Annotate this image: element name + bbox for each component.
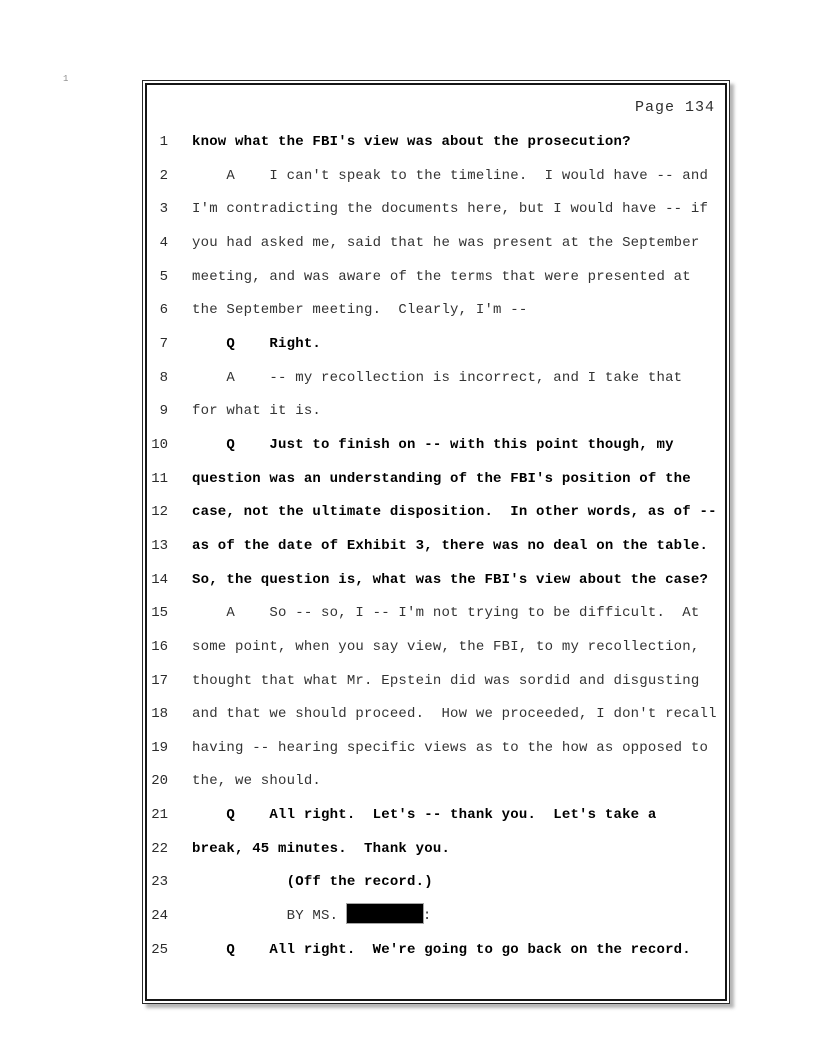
line-number: 14 [151, 571, 168, 588]
line-number: 3 [159, 201, 168, 218]
transcript-line [151, 597, 723, 631]
transcript-line [151, 429, 723, 463]
line-number: 9 [159, 403, 168, 420]
transcript-line [151, 799, 723, 833]
transcript-line [151, 665, 723, 699]
transcript-line [151, 866, 723, 900]
transcript-line [151, 765, 723, 799]
transcript-line [151, 564, 723, 598]
line-text: break, 45 minutes. Thank you. [192, 840, 451, 857]
line-number: 13 [151, 537, 168, 554]
transcript-line [151, 126, 723, 160]
line-text: Q All right. Let's -- thank you. Let's take a [192, 807, 657, 824]
transcript-line [151, 833, 723, 867]
line-text: and that we should proceed. How we proceeded, I don't recall [192, 706, 717, 723]
line-number: 12 [151, 504, 168, 521]
line-number: 18 [151, 706, 168, 723]
transcript-line [151, 631, 723, 665]
transcript-line [151, 732, 723, 766]
line-text: know what the FBI's view was about the prosecution? [192, 134, 631, 150]
transcript-page-frame [142, 80, 730, 1004]
scan-artifact-mark: 1 [63, 74, 69, 84]
line-number: 10 [151, 436, 168, 453]
line-text: question was an understanding of the FBI's position of the [192, 470, 691, 487]
line-text: having -- hearing specific views as to the how as opposed to [192, 739, 709, 756]
line-number: 15 [151, 605, 168, 622]
line-text-after-redaction: : [422, 908, 432, 925]
line-number: 22 [151, 840, 168, 857]
transcript-line [151, 934, 723, 968]
transcript-lines [151, 126, 723, 967]
line-text: A -- my recollection is incorrect, and I take that [192, 369, 683, 386]
line-text: case, not the ultimate disposition. In other words, as of -- [192, 504, 717, 521]
transcript-line [151, 160, 723, 194]
transcript-line [151, 463, 723, 497]
line-number: 21 [151, 807, 168, 824]
line-number: 4 [159, 234, 168, 251]
line-text: So, the question is, what was the FBI's view about the case? [192, 571, 709, 588]
line-text: thought that what Mr. Epstein did was sordid and disgusting [192, 672, 700, 689]
line-number: 20 [151, 773, 168, 790]
transcript-line [151, 395, 723, 429]
line-text: A I can't speak to the timeline. I would have -- and [192, 167, 709, 184]
line-text: Q Just to finish on -- with this point though, my [192, 436, 674, 453]
line-number: 25 [151, 941, 168, 958]
line-number: 17 [151, 672, 168, 689]
line-text: A So -- so, I -- I'm not trying to be difficult. At [192, 605, 700, 622]
transcript-line [151, 227, 723, 261]
line-text: (Off the record.) [192, 874, 433, 891]
line-text: Q Right. [192, 335, 322, 352]
line-text: as of the date of Exhibit 3, there was no deal on the table. [192, 537, 709, 554]
line-text-before-redaction: BY MS. [192, 908, 347, 925]
transcript-line [151, 294, 723, 328]
transcript-line [151, 496, 723, 530]
line-text: meeting, and was aware of the terms that were presented at [192, 268, 691, 285]
redaction-box [347, 904, 423, 923]
line-number: 1 [159, 134, 168, 150]
line-number: 24 [151, 908, 168, 925]
line-number: 7 [159, 335, 168, 352]
line-text: the September meeting. Clearly, I'm -- [192, 302, 528, 319]
line-text [192, 900, 431, 934]
line-number: 6 [159, 302, 168, 319]
transcript-line [151, 900, 723, 934]
transcript-line [151, 530, 723, 564]
line-number: 5 [159, 268, 168, 285]
line-number: 11 [151, 470, 168, 487]
line-text: the, we should. [192, 773, 322, 790]
line-text: you had asked me, said that he was present at the September [192, 234, 700, 251]
line-number: 8 [159, 369, 168, 386]
transcript-line [151, 698, 723, 732]
line-number: 2 [159, 167, 168, 184]
transcript-line [151, 328, 723, 362]
line-text: I'm contradicting the documents here, but I would have -- if [192, 201, 709, 218]
transcript-line [151, 193, 723, 227]
line-text: some point, when you say view, the FBI, to my recollection, [192, 638, 700, 655]
page-number-header: Page 134 [634, 99, 715, 116]
line-number: 23 [151, 874, 168, 891]
line-number: 16 [151, 638, 168, 655]
line-number: 19 [151, 739, 168, 756]
transcript-line [151, 362, 723, 396]
line-text: Q All right. We're going to go back on the record. [192, 941, 691, 958]
line-text: for what it is. [192, 403, 322, 420]
transcript-line [151, 261, 723, 295]
